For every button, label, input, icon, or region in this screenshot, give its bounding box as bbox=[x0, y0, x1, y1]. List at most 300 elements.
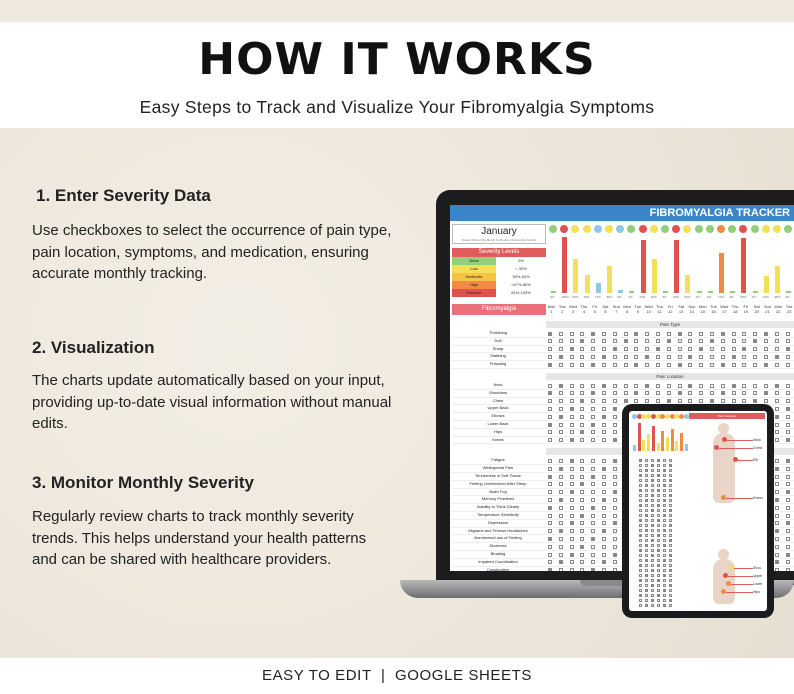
day-checkbox[interactable] bbox=[559, 415, 563, 419]
tablet-checkbox[interactable] bbox=[669, 459, 672, 462]
day-checkbox[interactable] bbox=[764, 339, 768, 343]
day-checkbox[interactable] bbox=[753, 332, 757, 336]
day-checkbox[interactable] bbox=[786, 568, 790, 571]
tablet-checkbox[interactable] bbox=[657, 589, 660, 592]
tablet-checkbox[interactable] bbox=[669, 544, 672, 547]
day-checkbox[interactable] bbox=[786, 355, 790, 359]
day-checkbox[interactable] bbox=[591, 347, 595, 351]
day-checkbox[interactable] bbox=[591, 355, 595, 359]
day-checkbox[interactable] bbox=[602, 332, 606, 336]
day-checkbox[interactable] bbox=[548, 391, 552, 395]
day-checkbox[interactable] bbox=[559, 391, 563, 395]
day-checkbox[interactable] bbox=[591, 467, 595, 471]
day-checkbox[interactable] bbox=[699, 363, 703, 367]
tablet-checkbox[interactable] bbox=[645, 574, 648, 577]
tablet-checkbox[interactable] bbox=[639, 559, 642, 562]
day-checkbox[interactable] bbox=[688, 347, 692, 351]
tablet-checkbox[interactable] bbox=[639, 569, 642, 572]
tablet-checkbox[interactable] bbox=[639, 594, 642, 597]
day-checkbox[interactable] bbox=[613, 490, 617, 494]
day-checkbox[interactable] bbox=[742, 347, 746, 351]
tablet-checkbox[interactable] bbox=[663, 494, 666, 497]
tablet-checkbox[interactable] bbox=[639, 549, 642, 552]
day-checkbox[interactable] bbox=[580, 506, 584, 510]
day-checkbox[interactable] bbox=[613, 459, 617, 463]
day-checkbox[interactable] bbox=[699, 399, 703, 403]
day-checkbox[interactable] bbox=[559, 537, 563, 541]
tablet-checkbox[interactable] bbox=[645, 604, 648, 607]
tablet-checkbox[interactable] bbox=[657, 484, 660, 487]
day-checkbox[interactable] bbox=[570, 506, 574, 510]
tablet-checkbox[interactable] bbox=[651, 579, 654, 582]
tablet-checkbox[interactable] bbox=[645, 469, 648, 472]
day-checkbox[interactable] bbox=[732, 399, 736, 403]
day-checkbox[interactable] bbox=[580, 438, 584, 442]
tablet-checkbox[interactable] bbox=[645, 479, 648, 482]
tablet-checkbox[interactable] bbox=[657, 469, 660, 472]
tablet-checkbox[interactable] bbox=[657, 584, 660, 587]
day-checkbox[interactable] bbox=[775, 339, 779, 343]
month-selector[interactable] bbox=[452, 224, 546, 244]
day-checkbox[interactable] bbox=[559, 399, 563, 403]
tablet-checkbox[interactable] bbox=[645, 504, 648, 507]
day-checkbox[interactable] bbox=[602, 521, 606, 525]
day-checkbox[interactable] bbox=[591, 423, 595, 427]
day-checkbox[interactable] bbox=[613, 407, 617, 411]
day-checkbox[interactable] bbox=[548, 332, 552, 336]
day-checkbox[interactable] bbox=[602, 506, 606, 510]
day-checkbox[interactable] bbox=[602, 537, 606, 541]
tablet-checkbox[interactable] bbox=[657, 509, 660, 512]
day-checkbox[interactable] bbox=[786, 459, 790, 463]
tablet-checkbox[interactable] bbox=[639, 529, 642, 532]
day-checkbox[interactable] bbox=[775, 423, 779, 427]
day-checkbox[interactable] bbox=[580, 475, 584, 479]
tablet-checkbox[interactable] bbox=[639, 459, 642, 462]
day-checkbox[interactable] bbox=[559, 521, 563, 525]
tablet-checkbox[interactable] bbox=[657, 594, 660, 597]
day-checkbox[interactable] bbox=[591, 332, 595, 336]
day-checkbox[interactable] bbox=[548, 521, 552, 525]
day-checkbox[interactable] bbox=[613, 355, 617, 359]
tablet-checkbox[interactable] bbox=[657, 549, 660, 552]
day-checkbox[interactable] bbox=[602, 498, 606, 502]
day-checkbox[interactable] bbox=[775, 407, 779, 411]
day-checkbox[interactable] bbox=[591, 506, 595, 510]
day-checkbox[interactable] bbox=[548, 490, 552, 494]
day-checkbox[interactable] bbox=[548, 355, 552, 359]
tablet-checkbox[interactable] bbox=[639, 464, 642, 467]
tablet-checkbox[interactable] bbox=[651, 594, 654, 597]
day-checkbox[interactable] bbox=[559, 545, 563, 549]
day-checkbox[interactable] bbox=[548, 415, 552, 419]
day-checkbox[interactable] bbox=[775, 537, 779, 541]
day-checkbox[interactable] bbox=[602, 490, 606, 494]
day-checkbox[interactable] bbox=[602, 347, 606, 351]
day-checkbox[interactable] bbox=[786, 498, 790, 502]
day-checkbox[interactable] bbox=[559, 506, 563, 510]
day-checkbox[interactable] bbox=[559, 459, 563, 463]
day-checkbox[interactable] bbox=[678, 339, 682, 343]
day-checkbox[interactable] bbox=[602, 423, 606, 427]
tablet-checkbox[interactable] bbox=[651, 534, 654, 537]
tablet-checkbox[interactable] bbox=[651, 539, 654, 542]
tablet-checkbox[interactable] bbox=[651, 519, 654, 522]
day-checkbox[interactable] bbox=[775, 482, 779, 486]
tablet-checkbox[interactable] bbox=[657, 514, 660, 517]
day-checkbox[interactable] bbox=[602, 467, 606, 471]
day-checkbox[interactable] bbox=[710, 391, 714, 395]
day-checkbox[interactable] bbox=[775, 384, 779, 388]
tablet-checkbox[interactable] bbox=[669, 594, 672, 597]
day-checkbox[interactable] bbox=[559, 553, 563, 557]
day-checkbox[interactable] bbox=[570, 384, 574, 388]
day-checkbox[interactable] bbox=[710, 339, 714, 343]
day-checkbox[interactable] bbox=[721, 355, 725, 359]
day-checkbox[interactable] bbox=[580, 537, 584, 541]
day-checkbox[interactable] bbox=[548, 482, 552, 486]
day-checkbox[interactable] bbox=[559, 498, 563, 502]
day-checkbox[interactable] bbox=[580, 407, 584, 411]
day-checkbox[interactable] bbox=[591, 339, 595, 343]
tablet-checkbox[interactable] bbox=[645, 524, 648, 527]
day-checkbox[interactable] bbox=[613, 529, 617, 533]
tablet-checkbox[interactable] bbox=[669, 524, 672, 527]
day-checkbox[interactable] bbox=[634, 391, 638, 395]
day-checkbox[interactable] bbox=[732, 347, 736, 351]
day-checkbox[interactable] bbox=[634, 355, 638, 359]
tablet-checkbox[interactable] bbox=[657, 579, 660, 582]
day-checkbox[interactable] bbox=[602, 339, 606, 343]
tablet-checkbox[interactable] bbox=[651, 574, 654, 577]
tablet-checkbox[interactable] bbox=[663, 544, 666, 547]
day-checkbox[interactable] bbox=[548, 475, 552, 479]
day-checkbox[interactable] bbox=[591, 529, 595, 533]
tablet-checkbox[interactable] bbox=[663, 589, 666, 592]
tablet-checkbox[interactable] bbox=[669, 494, 672, 497]
day-checkbox[interactable] bbox=[559, 568, 563, 571]
tablet-checkbox[interactable] bbox=[645, 514, 648, 517]
day-checkbox[interactable] bbox=[634, 399, 638, 403]
day-checkbox[interactable] bbox=[591, 475, 595, 479]
tablet-checkbox[interactable] bbox=[651, 529, 654, 532]
day-checkbox[interactable] bbox=[786, 506, 790, 510]
day-checkbox[interactable] bbox=[613, 423, 617, 427]
day-checkbox[interactable] bbox=[580, 384, 584, 388]
tablet-checkbox[interactable] bbox=[657, 489, 660, 492]
tablet-checkbox[interactable] bbox=[651, 554, 654, 557]
tablet-checkbox[interactable] bbox=[657, 564, 660, 567]
tablet-checkbox[interactable] bbox=[651, 544, 654, 547]
day-checkbox[interactable] bbox=[580, 560, 584, 564]
day-checkbox[interactable] bbox=[548, 568, 552, 571]
day-checkbox[interactable] bbox=[742, 339, 746, 343]
day-checkbox[interactable] bbox=[710, 332, 714, 336]
tablet-checkbox[interactable] bbox=[657, 529, 660, 532]
day-checkbox[interactable] bbox=[742, 399, 746, 403]
tablet-checkbox[interactable] bbox=[669, 564, 672, 567]
tablet-checkbox[interactable] bbox=[639, 584, 642, 587]
day-checkbox[interactable] bbox=[775, 545, 779, 549]
tablet-checkbox[interactable] bbox=[657, 479, 660, 482]
day-checkbox[interactable] bbox=[775, 415, 779, 419]
day-checkbox[interactable] bbox=[656, 384, 660, 388]
tablet-checkbox[interactable] bbox=[663, 469, 666, 472]
day-checkbox[interactable] bbox=[786, 553, 790, 557]
day-checkbox[interactable] bbox=[580, 430, 584, 434]
day-checkbox[interactable] bbox=[591, 560, 595, 564]
day-checkbox[interactable] bbox=[559, 332, 563, 336]
day-checkbox[interactable] bbox=[775, 529, 779, 533]
day-checkbox[interactable] bbox=[775, 514, 779, 518]
day-checkbox[interactable] bbox=[742, 384, 746, 388]
tablet-checkbox[interactable] bbox=[639, 579, 642, 582]
day-checkbox[interactable] bbox=[624, 384, 628, 388]
tablet-checkbox[interactable] bbox=[663, 519, 666, 522]
day-checkbox[interactable] bbox=[591, 545, 595, 549]
day-checkbox[interactable] bbox=[764, 384, 768, 388]
day-checkbox[interactable] bbox=[570, 347, 574, 351]
tablet-checkbox[interactable] bbox=[669, 469, 672, 472]
day-checkbox[interactable] bbox=[570, 438, 574, 442]
day-checkbox[interactable] bbox=[678, 391, 682, 395]
tablet-checkbox[interactable] bbox=[645, 579, 648, 582]
day-checkbox[interactable] bbox=[548, 459, 552, 463]
day-checkbox[interactable] bbox=[645, 391, 649, 395]
day-checkbox[interactable] bbox=[570, 459, 574, 463]
day-checkbox[interactable] bbox=[699, 347, 703, 351]
tablet-checkbox[interactable] bbox=[651, 489, 654, 492]
tablet-checkbox[interactable] bbox=[645, 594, 648, 597]
tablet-checkbox[interactable] bbox=[645, 554, 648, 557]
day-checkbox[interactable] bbox=[570, 482, 574, 486]
day-checkbox[interactable] bbox=[645, 355, 649, 359]
tablet-checkbox[interactable] bbox=[663, 604, 666, 607]
tablet-checkbox[interactable] bbox=[651, 494, 654, 497]
day-checkbox[interactable] bbox=[667, 339, 671, 343]
tablet-checkbox[interactable] bbox=[663, 579, 666, 582]
day-checkbox[interactable] bbox=[548, 407, 552, 411]
tablet-checkbox[interactable] bbox=[669, 464, 672, 467]
day-checkbox[interactable] bbox=[570, 490, 574, 494]
tablet-checkbox[interactable] bbox=[639, 524, 642, 527]
tablet-checkbox[interactable] bbox=[639, 514, 642, 517]
day-checkbox[interactable] bbox=[775, 490, 779, 494]
day-checkbox[interactable] bbox=[580, 391, 584, 395]
day-checkbox[interactable] bbox=[624, 355, 628, 359]
day-checkbox[interactable] bbox=[710, 355, 714, 359]
tablet-checkbox[interactable] bbox=[657, 459, 660, 462]
day-checkbox[interactable] bbox=[559, 467, 563, 471]
day-checkbox[interactable] bbox=[559, 339, 563, 343]
day-checkbox[interactable] bbox=[786, 514, 790, 518]
day-checkbox[interactable] bbox=[570, 545, 574, 549]
tablet-checkbox[interactable] bbox=[663, 559, 666, 562]
day-checkbox[interactable] bbox=[613, 545, 617, 549]
day-checkbox[interactable] bbox=[613, 430, 617, 434]
day-checkbox[interactable] bbox=[786, 415, 790, 419]
day-checkbox[interactable] bbox=[570, 553, 574, 557]
day-checkbox[interactable] bbox=[775, 498, 779, 502]
tablet-checkbox[interactable] bbox=[663, 569, 666, 572]
day-checkbox[interactable] bbox=[602, 459, 606, 463]
day-checkbox[interactable] bbox=[580, 529, 584, 533]
tablet-checkbox[interactable] bbox=[645, 464, 648, 467]
day-checkbox[interactable] bbox=[634, 332, 638, 336]
day-checkbox[interactable] bbox=[613, 482, 617, 486]
day-checkbox[interactable] bbox=[786, 560, 790, 564]
day-checkbox[interactable] bbox=[613, 560, 617, 564]
day-checkbox[interactable] bbox=[548, 423, 552, 427]
tablet-checkbox[interactable] bbox=[639, 544, 642, 547]
tablet-checkbox[interactable] bbox=[669, 539, 672, 542]
day-checkbox[interactable] bbox=[559, 482, 563, 486]
day-checkbox[interactable] bbox=[580, 415, 584, 419]
tablet-checkbox[interactable] bbox=[639, 604, 642, 607]
tablet-checkbox[interactable] bbox=[669, 599, 672, 602]
day-checkbox[interactable] bbox=[624, 339, 628, 343]
tablet-checkbox[interactable] bbox=[669, 534, 672, 537]
tablet-checkbox[interactable] bbox=[669, 514, 672, 517]
day-checkbox[interactable] bbox=[613, 332, 617, 336]
day-checkbox[interactable] bbox=[591, 553, 595, 557]
day-checkbox[interactable] bbox=[591, 407, 595, 411]
tablet-checkbox[interactable] bbox=[669, 474, 672, 477]
day-checkbox[interactable] bbox=[548, 438, 552, 442]
day-checkbox[interactable] bbox=[559, 529, 563, 533]
day-checkbox[interactable] bbox=[634, 363, 638, 367]
day-checkbox[interactable] bbox=[645, 384, 649, 388]
day-checkbox[interactable] bbox=[580, 498, 584, 502]
day-checkbox[interactable] bbox=[548, 537, 552, 541]
day-checkbox[interactable] bbox=[786, 430, 790, 434]
tablet-checkbox[interactable] bbox=[645, 484, 648, 487]
day-checkbox[interactable] bbox=[570, 475, 574, 479]
tablet-checkbox[interactable] bbox=[663, 529, 666, 532]
day-checkbox[interactable] bbox=[548, 498, 552, 502]
tablet-checkbox[interactable] bbox=[663, 534, 666, 537]
day-checkbox[interactable] bbox=[699, 332, 703, 336]
day-checkbox[interactable] bbox=[688, 332, 692, 336]
day-checkbox[interactable] bbox=[753, 391, 757, 395]
tablet-checkbox[interactable] bbox=[657, 534, 660, 537]
tablet-checkbox[interactable] bbox=[663, 509, 666, 512]
day-checkbox[interactable] bbox=[742, 391, 746, 395]
tablet-checkbox[interactable] bbox=[669, 569, 672, 572]
day-checkbox[interactable] bbox=[613, 498, 617, 502]
day-checkbox[interactable] bbox=[559, 347, 563, 351]
day-checkbox[interactable] bbox=[602, 482, 606, 486]
day-checkbox[interactable] bbox=[591, 490, 595, 494]
tablet-checkbox[interactable] bbox=[639, 494, 642, 497]
day-checkbox[interactable] bbox=[548, 545, 552, 549]
day-checkbox[interactable] bbox=[786, 332, 790, 336]
tablet-checkbox[interactable] bbox=[669, 574, 672, 577]
day-checkbox[interactable] bbox=[580, 490, 584, 494]
day-checkbox[interactable] bbox=[602, 430, 606, 434]
day-checkbox[interactable] bbox=[775, 391, 779, 395]
tablet-checkbox[interactable] bbox=[663, 549, 666, 552]
tablet-checkbox[interactable] bbox=[669, 579, 672, 582]
day-checkbox[interactable] bbox=[548, 529, 552, 533]
day-checkbox[interactable] bbox=[591, 459, 595, 463]
tablet-checkbox[interactable] bbox=[657, 554, 660, 557]
tablet-checkbox[interactable] bbox=[639, 574, 642, 577]
day-checkbox[interactable] bbox=[559, 355, 563, 359]
day-checkbox[interactable] bbox=[591, 568, 595, 571]
day-checkbox[interactable] bbox=[624, 363, 628, 367]
day-checkbox[interactable] bbox=[559, 430, 563, 434]
tablet-checkbox[interactable] bbox=[639, 484, 642, 487]
tablet-checkbox[interactable] bbox=[663, 459, 666, 462]
day-checkbox[interactable] bbox=[786, 438, 790, 442]
day-checkbox[interactable] bbox=[678, 347, 682, 351]
tablet-checkbox[interactable] bbox=[657, 464, 660, 467]
day-checkbox[interactable] bbox=[732, 355, 736, 359]
tablet-checkbox[interactable] bbox=[669, 584, 672, 587]
day-checkbox[interactable] bbox=[656, 391, 660, 395]
day-checkbox[interactable] bbox=[580, 332, 584, 336]
day-checkbox[interactable] bbox=[667, 391, 671, 395]
day-checkbox[interactable] bbox=[786, 475, 790, 479]
tablet-checkbox[interactable] bbox=[645, 564, 648, 567]
day-checkbox[interactable] bbox=[570, 537, 574, 541]
tablet-checkbox[interactable] bbox=[663, 504, 666, 507]
day-checkbox[interactable] bbox=[764, 391, 768, 395]
tablet-checkbox[interactable] bbox=[669, 589, 672, 592]
day-checkbox[interactable] bbox=[786, 529, 790, 533]
tablet-checkbox[interactable] bbox=[645, 534, 648, 537]
tablet-checkbox[interactable] bbox=[645, 499, 648, 502]
tablet-checkbox[interactable] bbox=[651, 499, 654, 502]
day-checkbox[interactable] bbox=[645, 347, 649, 351]
day-checkbox[interactable] bbox=[624, 347, 628, 351]
day-checkbox[interactable] bbox=[775, 332, 779, 336]
day-checkbox[interactable] bbox=[688, 391, 692, 395]
day-checkbox[interactable] bbox=[645, 363, 649, 367]
day-checkbox[interactable] bbox=[570, 498, 574, 502]
day-checkbox[interactable] bbox=[548, 347, 552, 351]
day-checkbox[interactable] bbox=[667, 332, 671, 336]
day-checkbox[interactable] bbox=[613, 467, 617, 471]
day-checkbox[interactable] bbox=[591, 498, 595, 502]
day-checkbox[interactable] bbox=[732, 339, 736, 343]
tablet-checkbox[interactable] bbox=[639, 509, 642, 512]
tablet-checkbox[interactable] bbox=[651, 469, 654, 472]
day-checkbox[interactable] bbox=[602, 560, 606, 564]
day-checkbox[interactable] bbox=[570, 514, 574, 518]
day-checkbox[interactable] bbox=[688, 339, 692, 343]
tablet-checkbox[interactable] bbox=[645, 584, 648, 587]
day-checkbox[interactable] bbox=[775, 363, 779, 367]
day-checkbox[interactable] bbox=[613, 475, 617, 479]
tablet-checkbox[interactable] bbox=[651, 474, 654, 477]
tablet-checkbox[interactable] bbox=[645, 494, 648, 497]
day-checkbox[interactable] bbox=[764, 355, 768, 359]
tablet-checkbox[interactable] bbox=[645, 544, 648, 547]
day-checkbox[interactable] bbox=[580, 467, 584, 471]
day-checkbox[interactable] bbox=[548, 430, 552, 434]
day-checkbox[interactable] bbox=[678, 355, 682, 359]
day-checkbox[interactable] bbox=[613, 339, 617, 343]
day-checkbox[interactable] bbox=[775, 430, 779, 434]
tablet-checkbox[interactable] bbox=[657, 519, 660, 522]
day-checkbox[interactable] bbox=[613, 363, 617, 367]
tablet-checkbox[interactable] bbox=[669, 519, 672, 522]
tablet-checkbox[interactable] bbox=[663, 539, 666, 542]
tablet-checkbox[interactable] bbox=[639, 554, 642, 557]
day-checkbox[interactable] bbox=[667, 355, 671, 359]
